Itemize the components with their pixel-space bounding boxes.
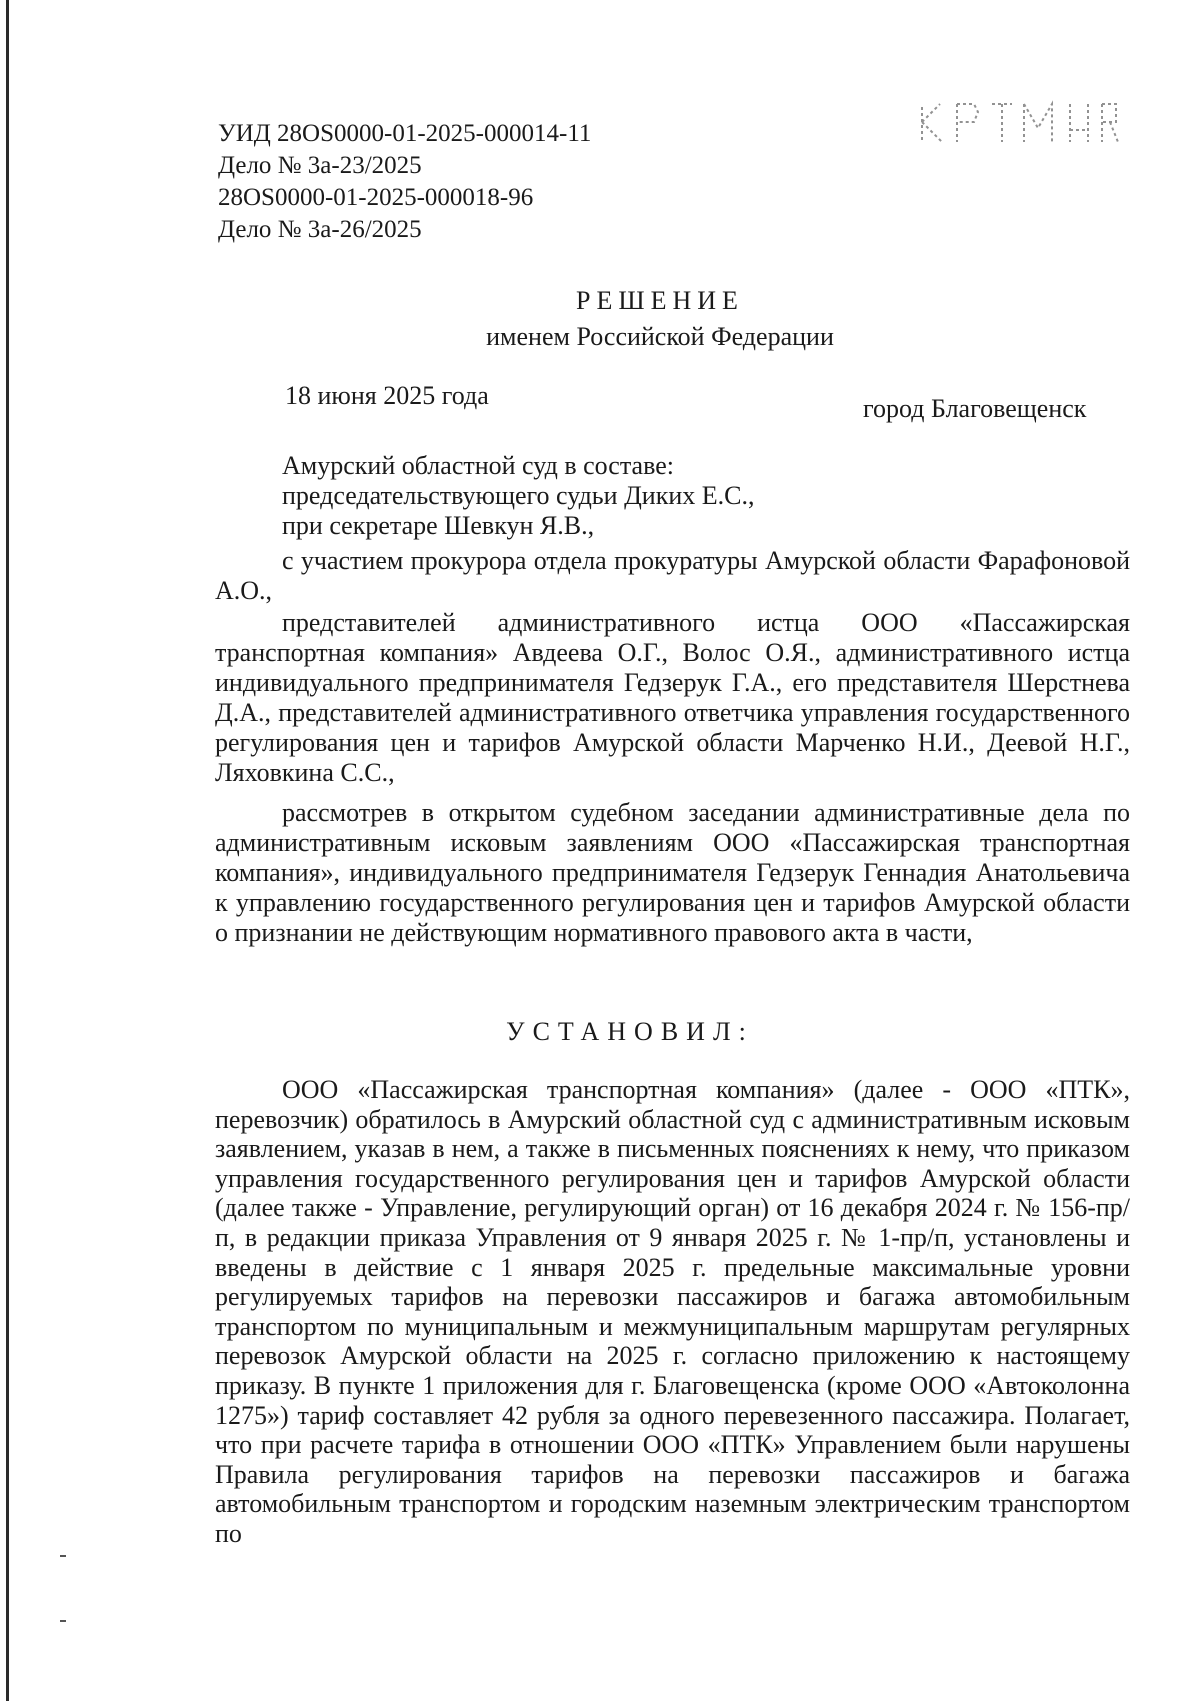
margin-mark [60, 1620, 66, 1622]
considered-paragraph: рассмотрев в открытом судебном заседании административные дела по административным исковым заявлениям ООО «Пассажирская транспортная компания», индивидуального предпринимателя Гедзерук Геннадия Анатольевича к управлению государственного регулирования цен и тарифов Амурской области о признании не действующим нормативного правового акта в части, [215, 798, 1130, 947]
established-heading: УСТАНОВИЛ: [506, 1017, 754, 1046]
case-number-2: Дело № 3а-26/2025 [218, 216, 422, 243]
case-number-1: Дело № 3а-23/2025 [218, 152, 422, 179]
court-composition [282, 451, 755, 541]
case-identifiers [218, 118, 591, 246]
document-title: РЕШЕНИЕ [576, 286, 744, 315]
uid-line-2: 28OS0000-01-2025-000018-96 [218, 184, 534, 211]
court-line-1: Амурский областной суд в составе: [282, 451, 674, 480]
representatives-paragraph: представителей административного истца ООО «Пассажирская транспортная компания» Авдеева О.Г., Волос О.Я., административного истца индивидуального предпринимателя Гедзерук Г.А., его представителя Шерстнева Д.А., представителей административного ответчика управления государственного регулирования цен и тарифов Амурской области Марченко Н.И., Деевой Н.Г., Ляховкина С.С., [215, 608, 1130, 787]
prosecutor-paragraph: с участием прокурора отдела прокуратуры Амурской области Фарафоновой А.О., [215, 546, 1130, 605]
scan-edge [6, 0, 9, 1701]
copy-stamp [912, 90, 1122, 152]
main-paragraph: ООО «Пассажирская транспортная компания» (далее - ООО «ПТК», перевозчик) обратилось в Амурский областной суд с административным исковым заявлением, указав в нем, а также в письменных пояснениях к нему, что приказом управления государственного регулирования цен и тарифов Амурской области (далее также - Управление, регулирующий орган) от 16 декабря 2024 г. № 156-пр/п, в редакции приказа Управления от 9 января 2025 г. № 1-пр/п, установлены и введены в действие с 1 января 2025 г. предельные максимальные уровни регулируемых тарифов на перевозки пассажиров и багажа автомобильным транспортом по муниципальным и межмуниципальным маршрутам регулярных перевозок Амурской области на 2025 г. согласно приложению к настоящему приказу. В пункте 1 приложения для г. Благовещенска (кроме ООО «Автоколонна 1275») тариф составляет 42 рубля за одного перевезенного пассажира. Полагает, что при расчете тарифа в отношении ООО «ПТК» Управлением были нарушены Правила регулирования тарифов на перевозки пассажиров и багажа автомобильным транспортом и городским наземным электрическим транспортом по [215, 1075, 1130, 1548]
uid-line: УИД 28OS0000-01-2025-000014-11 [218, 120, 592, 147]
document-subtitle: именем Российской Федерации [486, 322, 834, 351]
court-line-3: при секретаре Шевкун Я.В., [282, 511, 595, 540]
decision-date: 18 июня 2025 года [285, 381, 489, 410]
decision-city: город Благовещенск [863, 394, 1087, 423]
margin-mark [60, 1555, 66, 1557]
court-line-2: председательствующего судьи Диких Е.С., [282, 481, 755, 510]
